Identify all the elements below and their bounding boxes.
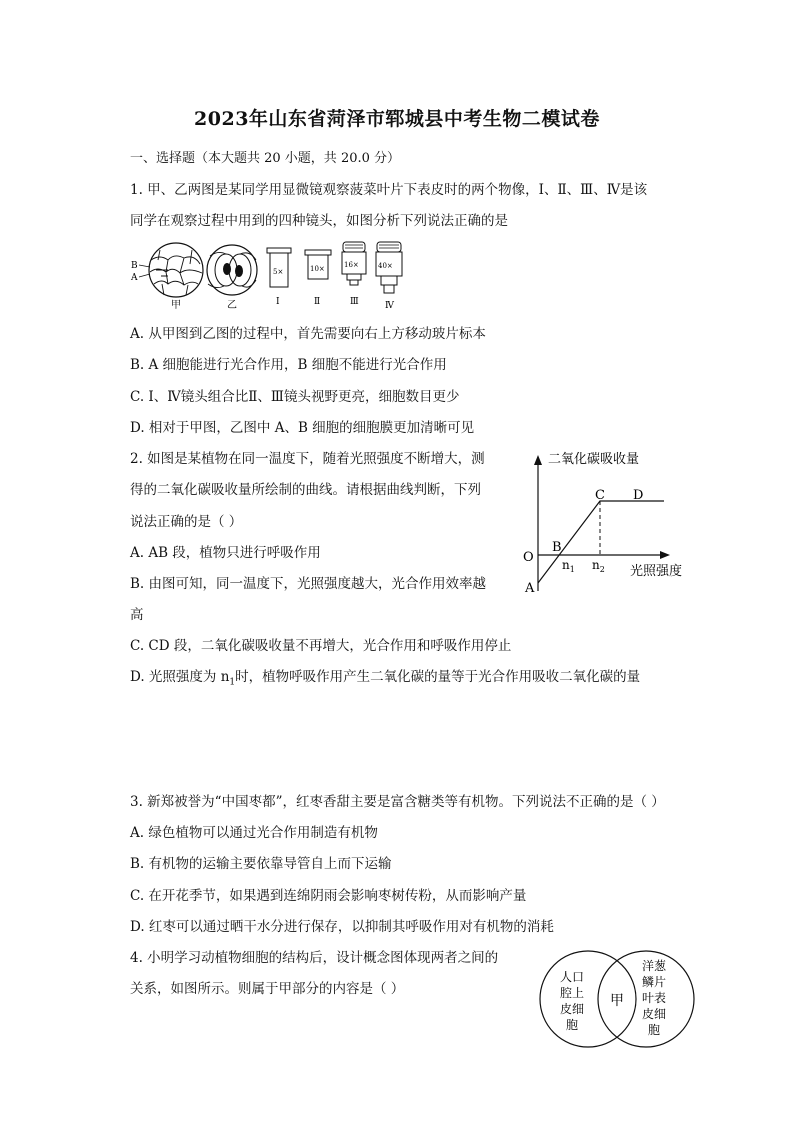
- venn-left-line1: 人口: [560, 970, 585, 984]
- q1-stem-line2: 同学在观察过程中用到的四种镜头，如图分析下列说法正确的是: [130, 213, 508, 229]
- venn-right-line3: 叶表: [642, 991, 667, 1005]
- graph-point-a: A: [525, 581, 535, 596]
- q2-option-a: A. AB 段，植物只进行呼吸作用: [130, 545, 321, 561]
- q1-stem-line1: 1. 甲、乙两图是某同学用显微镜观察菠菜叶片下表皮时的两个物像，Ⅰ、Ⅱ、Ⅲ、Ⅳ是该: [130, 182, 648, 198]
- q1-option-d: D. 相对于甲图，乙图中 A、B 细胞的细胞膜更加清晰可见: [130, 420, 475, 436]
- q2-option-d: [130, 665, 640, 688]
- y-axis-arrow-icon: [534, 455, 542, 465]
- q2-option-b-line1: B. 由图可知，同一温度下，光照强度越大，光合作用效率越: [130, 576, 487, 592]
- venn-left-line4: 胞: [566, 1018, 579, 1032]
- x-axis-arrow-icon: [660, 551, 670, 559]
- lens-4: [376, 242, 402, 311]
- q4-venn-diagram: [536, 948, 700, 1052]
- page-title: 2023年山东省菏泽市郓城县中考生物二模试卷: [194, 108, 600, 130]
- venn-left-line2: 腔上: [560, 986, 585, 1000]
- q2-stem-line1: 2. 如图是某植物在同一温度下，随着光照强度不断增大，测: [130, 451, 485, 467]
- graph-n1: [562, 558, 575, 574]
- q2-co2-graph: [518, 443, 708, 603]
- q2-stem-line3: 说法正确的是（ ）: [130, 514, 243, 530]
- venn-left-line3: 皮细: [560, 1002, 585, 1016]
- q3-option-c: C. 在开花季节，如果遇到连绵阴雨会影响枣树传粉，从而影响产量: [130, 888, 527, 904]
- lens-3: [342, 242, 366, 307]
- q2-option-b-line2: 高: [130, 607, 144, 623]
- graph-n2-sub: 2: [599, 565, 605, 574]
- venn-right-line2: 鳞片: [642, 975, 667, 989]
- graph-y-label: 二氧化碳吸收量: [548, 452, 640, 467]
- lens-2: [305, 250, 331, 307]
- venn-middle-jia: 甲: [610, 993, 624, 1009]
- graph-n2: [592, 558, 605, 574]
- q1-microscope-figure: [128, 240, 418, 314]
- q4-stem-line1: 4. 小明学习动植物细胞的结构后，设计概念图体现两者之间的: [130, 950, 499, 966]
- q2-option-d-pre: D. 光照强度为 n: [130, 669, 230, 685]
- lens-caption-2: Ⅱ: [314, 297, 321, 307]
- lens-caption-4: Ⅳ: [385, 301, 394, 311]
- q2-option-c: C. CD 段，二氧化碳吸收量不再增大，光合作用和呼吸作用停止: [130, 638, 512, 654]
- section-heading: 一、选择题（本大题共 20 小题，共 20.0 分）: [130, 151, 401, 166]
- graph-point-d: D: [633, 488, 644, 503]
- lens-label-5x: 5×: [273, 268, 284, 276]
- q3-stem: 3. 新郑被誉为“中国枣都”，红枣香甜主要是富含糖类等有机物。下列说法不正确的是（ ）: [130, 794, 665, 810]
- q4-stem-line2: 关系，如图所示。则属于甲部分的内容是（ ）: [130, 981, 405, 997]
- lens-label-40x: 40×: [378, 262, 393, 270]
- fig-caption-yi: 乙: [227, 300, 237, 311]
- lens-caption-3: Ⅲ: [350, 297, 359, 307]
- graph-n1-letter: n: [562, 558, 570, 572]
- fig-label-b: B: [131, 261, 138, 271]
- fig-caption-jia: 甲: [171, 300, 181, 311]
- q1-option-c: C. Ⅰ、Ⅳ镜头组合比Ⅱ、Ⅲ镜头视野更亮，细胞数目更少: [130, 389, 460, 405]
- lens-1: [267, 248, 291, 307]
- q2-option-d-post: 时，植物呼吸作用产生二氧化碳的量等于光合作用吸收二氧化碳的量: [235, 669, 641, 685]
- graph-x-label: 光照强度: [630, 564, 683, 579]
- venn-right-line1: 洋葱: [642, 959, 667, 973]
- q2-option-d-sub: 1: [229, 677, 236, 688]
- lens-label-16x: 16×: [344, 261, 359, 269]
- q2-stem-line2: 得的二氧化碳吸收量所绘制的曲线。请根据曲线判断，下列: [130, 482, 481, 498]
- graph-point-c: C: [595, 488, 605, 503]
- venn-right-line5: 胞: [648, 1023, 661, 1037]
- q3-option-a: A. 绿色植物可以通过光合作用制造有机物: [130, 825, 378, 841]
- lens-caption-1: Ⅰ: [276, 297, 280, 307]
- graph-n2-letter: n: [592, 558, 600, 572]
- q1-option-a: A. 从甲图到乙图的过程中，首先需要向右上方移动玻片标本: [130, 326, 486, 342]
- lens-label-10x: 10×: [310, 265, 325, 273]
- graph-point-b: B: [552, 540, 562, 555]
- image-yi: [207, 245, 257, 311]
- q3-option-d: D. 红枣可以通过晒干水分进行保存，以抑制其呼吸作用对有机物的消耗: [130, 919, 554, 935]
- image-jia: [130, 243, 203, 311]
- q3-option-b: B. 有机物的运输主要依靠导管自上而下运输: [130, 856, 392, 872]
- q1-option-b: B. A 细胞能进行光合作用，B 细胞不能进行光合作用: [130, 357, 447, 373]
- graph-origin-label: O: [523, 550, 534, 565]
- graph-n1-sub: 1: [569, 565, 575, 574]
- venn-right-line4: 皮细: [642, 1007, 667, 1021]
- fig-label-a: A: [131, 273, 138, 283]
